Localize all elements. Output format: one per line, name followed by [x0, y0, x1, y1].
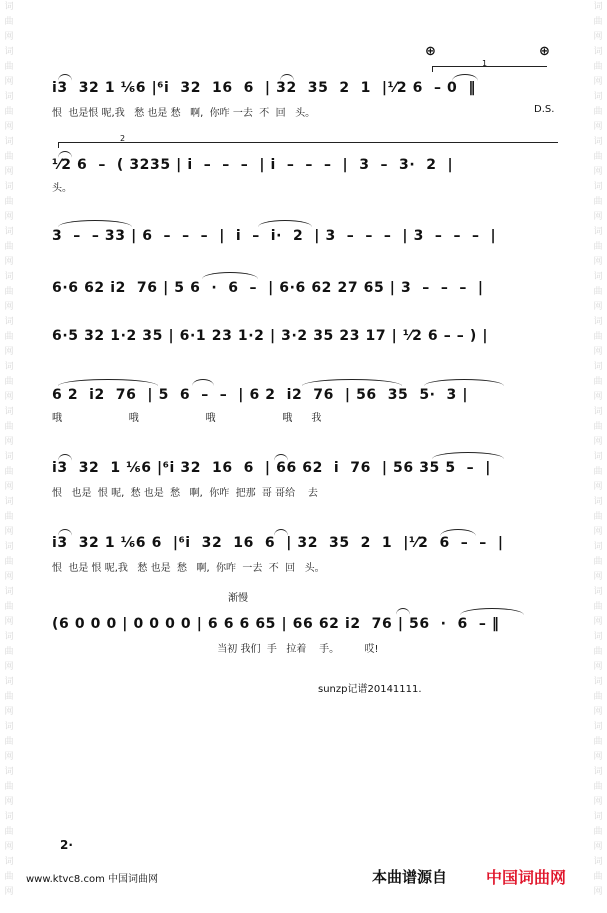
notation-line: 6·5 32 1·2 35 | 6·1 23 1·2 | 3·2 35 23 17 | ⅟2 6 – – ) |: [52, 328, 489, 344]
score-system-3: [52, 228, 552, 252]
tie-mark: [424, 379, 504, 386]
notation-line: i3 32 1 ⅙6 |⁶i 32 16 6 | 32 35 2 1 |⅟2 6 – 0 ‖: [52, 80, 476, 96]
score-system-9: [52, 616, 552, 656]
tie-mark: [58, 220, 132, 227]
coda-sign-1: ⊕: [425, 44, 436, 59]
lyrics-line: 头。: [52, 183, 72, 194]
notation-line: 6 2 i2 76 | 5 6 – – | 6 2 i2 76 | 56 35 5· 3 |: [52, 387, 469, 403]
notation-line: i3 32 1 ⅙6 |⁶i 32 16 6 | 66 62 i 76 | 56 35 5 – |: [52, 460, 491, 476]
score-system-8: [52, 535, 552, 575]
score-system-2: [52, 157, 552, 197]
ending-bracket-2: [58, 142, 558, 143]
lyrics-line: 当初 我们 手 拉着 手。 哎!: [52, 644, 379, 655]
ending-bracket-1-tick: [432, 66, 433, 72]
footer-site-link[interactable]: www.ktvc8.com 中国词曲网: [26, 874, 159, 885]
tie-mark: [396, 608, 410, 615]
notation-line: 3 – – 33 | 6 – – – | i – i· 2 | 3 – – – | 3 – – – |: [52, 228, 497, 244]
lyrics-line: 恨 也是恨 呢,我 愁 也是 愁 啊, 你咋 一去 不 回 头。: [52, 108, 316, 119]
tie-mark: [302, 379, 402, 386]
dynamic-marking: 渐慢: [228, 593, 248, 604]
coda-sign-2: ⊕: [539, 44, 550, 59]
ending-number-2: 2: [120, 134, 126, 143]
footer-source-label: 本曲谱源自: [372, 868, 448, 886]
notation-line: 6·6 62 i2 76 | 5 6 · 6 – | 6·6 62 27 65 | 3 – – – |: [52, 280, 484, 296]
ending-bracket-2-tick: [58, 142, 59, 148]
notation-line: (6 0 0 0 | 0 0 0 0 | 6 6 6 65 | 66 62 i2 76 | 56 · 6 – ‖: [52, 616, 500, 632]
tie-mark: [202, 272, 258, 279]
ending-number-1: 1: [482, 59, 488, 68]
ending-bracket-1: [432, 66, 547, 67]
ds-marking: D.S.: [534, 104, 555, 115]
tie-mark: [432, 452, 504, 459]
notation-line: ⅟2 6 – ( 3235 | i – – – | i – – – | 3 – 3· 2 |: [52, 157, 454, 173]
tie-mark: [192, 379, 214, 386]
transcriber-credit: sunzp记谱20141111.: [318, 684, 422, 695]
score-system-6: [52, 387, 552, 427]
notation-line: i3 32 1 ⅙6 6 |⁶i 32 16 6 | 32 35 2 1 |⅟2 6 – – |: [52, 535, 504, 551]
score-system-7: [52, 460, 552, 500]
score-system-5: [52, 328, 552, 352]
footer-brand[interactable]: 中国词曲网: [486, 868, 567, 887]
lyrics-line: 恨 也是 恨 呢,我 愁 也是 愁 啊, 你咋 一去 不 回 头。: [52, 563, 325, 574]
watermark-left: 词曲网词曲网词曲网词曲网词曲网词曲网词曲网词曲网词曲网词曲网词曲网词曲网词曲网词曲网词曲网词曲网词曲网词曲网词曲网词曲网: [4, 2, 14, 897]
score-system-1: [52, 80, 555, 120]
lyrics-line: 恨 也是 恨 呢, 愁 也是 愁 啊, 你咋 把那 哥 哥给 去: [52, 488, 318, 499]
tie-mark: [460, 608, 524, 615]
page-number: 2·: [60, 838, 73, 852]
lyrics-line: 哦 哦 哦 哦 我: [52, 413, 322, 424]
tie-mark: [258, 220, 312, 227]
tie-mark: [58, 379, 158, 386]
score-system-4: [52, 280, 552, 304]
watermark-right: 词曲网词曲网词曲网词曲网词曲网词曲网词曲网词曲网词曲网词曲网词曲网词曲网词曲网词曲网词曲网词曲网词曲网词曲网词曲网词曲网: [593, 2, 603, 897]
